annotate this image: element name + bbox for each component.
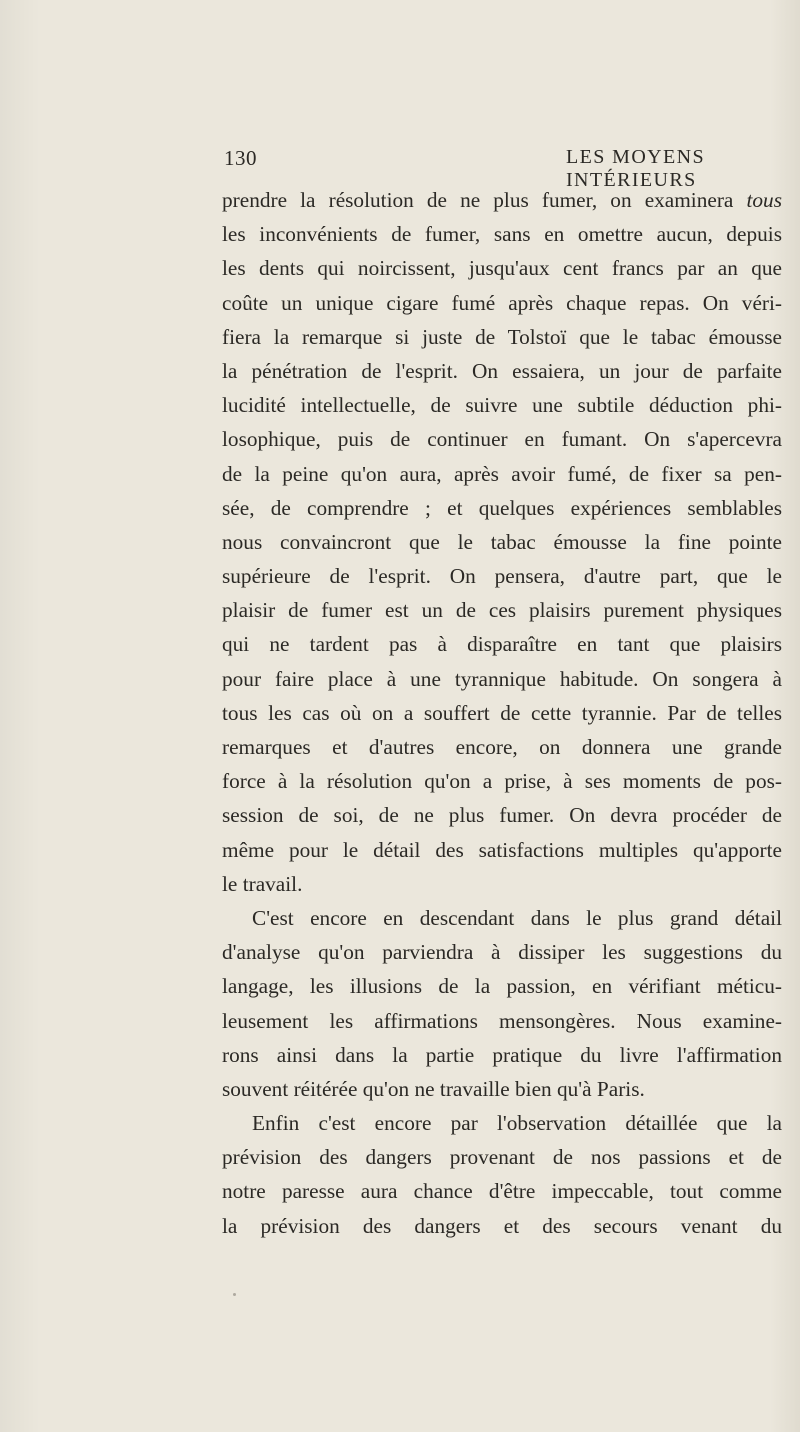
text-line: pour faire place à une tyrannique habitude. On songera à: [222, 666, 782, 691]
body-text: [222, 183, 782, 1243]
text-line: leusement les affirmations mensongères. Nous examine-: [222, 1008, 782, 1033]
text-line: session de soi, de ne plus fumer. On devra procéder de: [222, 803, 782, 828]
text-line: tous les cas où on a souffert de cette tyrannie. Par de telles: [222, 700, 782, 725]
text-line: langage, les illusions de la passion, en vérifiant méticu-: [222, 974, 782, 999]
text-line: remarques et d'autres encore, on donnera une grande: [222, 735, 782, 759]
text-line: les dents qui noircissent, jusqu'aux cent francs par an que: [222, 256, 782, 281]
text-line: nous convaincront que le tabac émousse la fine pointe: [222, 529, 782, 554]
emphasis: tous: [746, 188, 782, 212]
text-line: même pour le détail des satisfactions multiples qu'apporte: [222, 837, 782, 862]
text-line: notre paresse aura chance d'être impeccable, tout comme: [222, 1179, 782, 1204]
text-line: prendre la résolution de ne plus fumer, on examinera tous: [222, 188, 782, 212]
text-line: souvent réitérée qu'on ne travaille bien qu'à Paris.: [222, 1076, 645, 1101]
text-line: C'est encore en descendant dans le plus grand détail: [252, 905, 782, 930]
text-line: losophique, puis de continuer en fumant. On s'apercevra: [222, 427, 782, 452]
running-head: LES MOYENS INTÉRIEURS: [566, 146, 706, 191]
text-line: coûte un unique cigare fumé après chaque repas. On véri-: [222, 290, 782, 315]
paper-speck: [233, 1293, 236, 1296]
text-line: les inconvénients de fumer, sans en omettre aucun, depuis: [222, 222, 782, 247]
text-line: la prévision des dangers et des secours venant du: [222, 1213, 782, 1238]
text-line: Enfin c'est encore par l'observation détaillée que la: [252, 1111, 782, 1136]
text-line: prévision des dangers provenant de nos passions et de: [222, 1145, 782, 1170]
text-line: lucidité intellectuelle, de suivre une subtile déduction phi-: [222, 393, 782, 418]
text-line: d'analyse qu'on parviendra à dissiper les suggestions du: [222, 940, 782, 965]
text-line: la pénétration de l'esprit. On essaiera, un jour de parfaite: [222, 358, 782, 383]
page-header: [224, 146, 800, 191]
text-line: le travail.: [222, 871, 303, 896]
text-line: sée, de comprendre ; et quelques expériences semblables: [222, 495, 782, 520]
text-line: supérieure de l'esprit. On pensera, d'autre part, que le: [222, 564, 782, 589]
text-line: qui ne tardent pas à disparaître en tant que plaisirs: [222, 632, 782, 657]
text-line: de la peine qu'on aura, après avoir fumé, de fixer sa pen-: [222, 461, 782, 486]
page-number: 130: [224, 146, 257, 170]
text-line: plaisir de fumer est un de ces plaisirs purement physiques: [222, 598, 782, 623]
text-line: force à la résolution qu'on a prise, à ses moments de pos-: [222, 769, 782, 794]
text-line: fiera la remarque si juste de Tolstoï que le tabac émousse: [222, 324, 782, 349]
text-line: rons ainsi dans la partie pratique du livre l'affirmation: [222, 1042, 782, 1067]
